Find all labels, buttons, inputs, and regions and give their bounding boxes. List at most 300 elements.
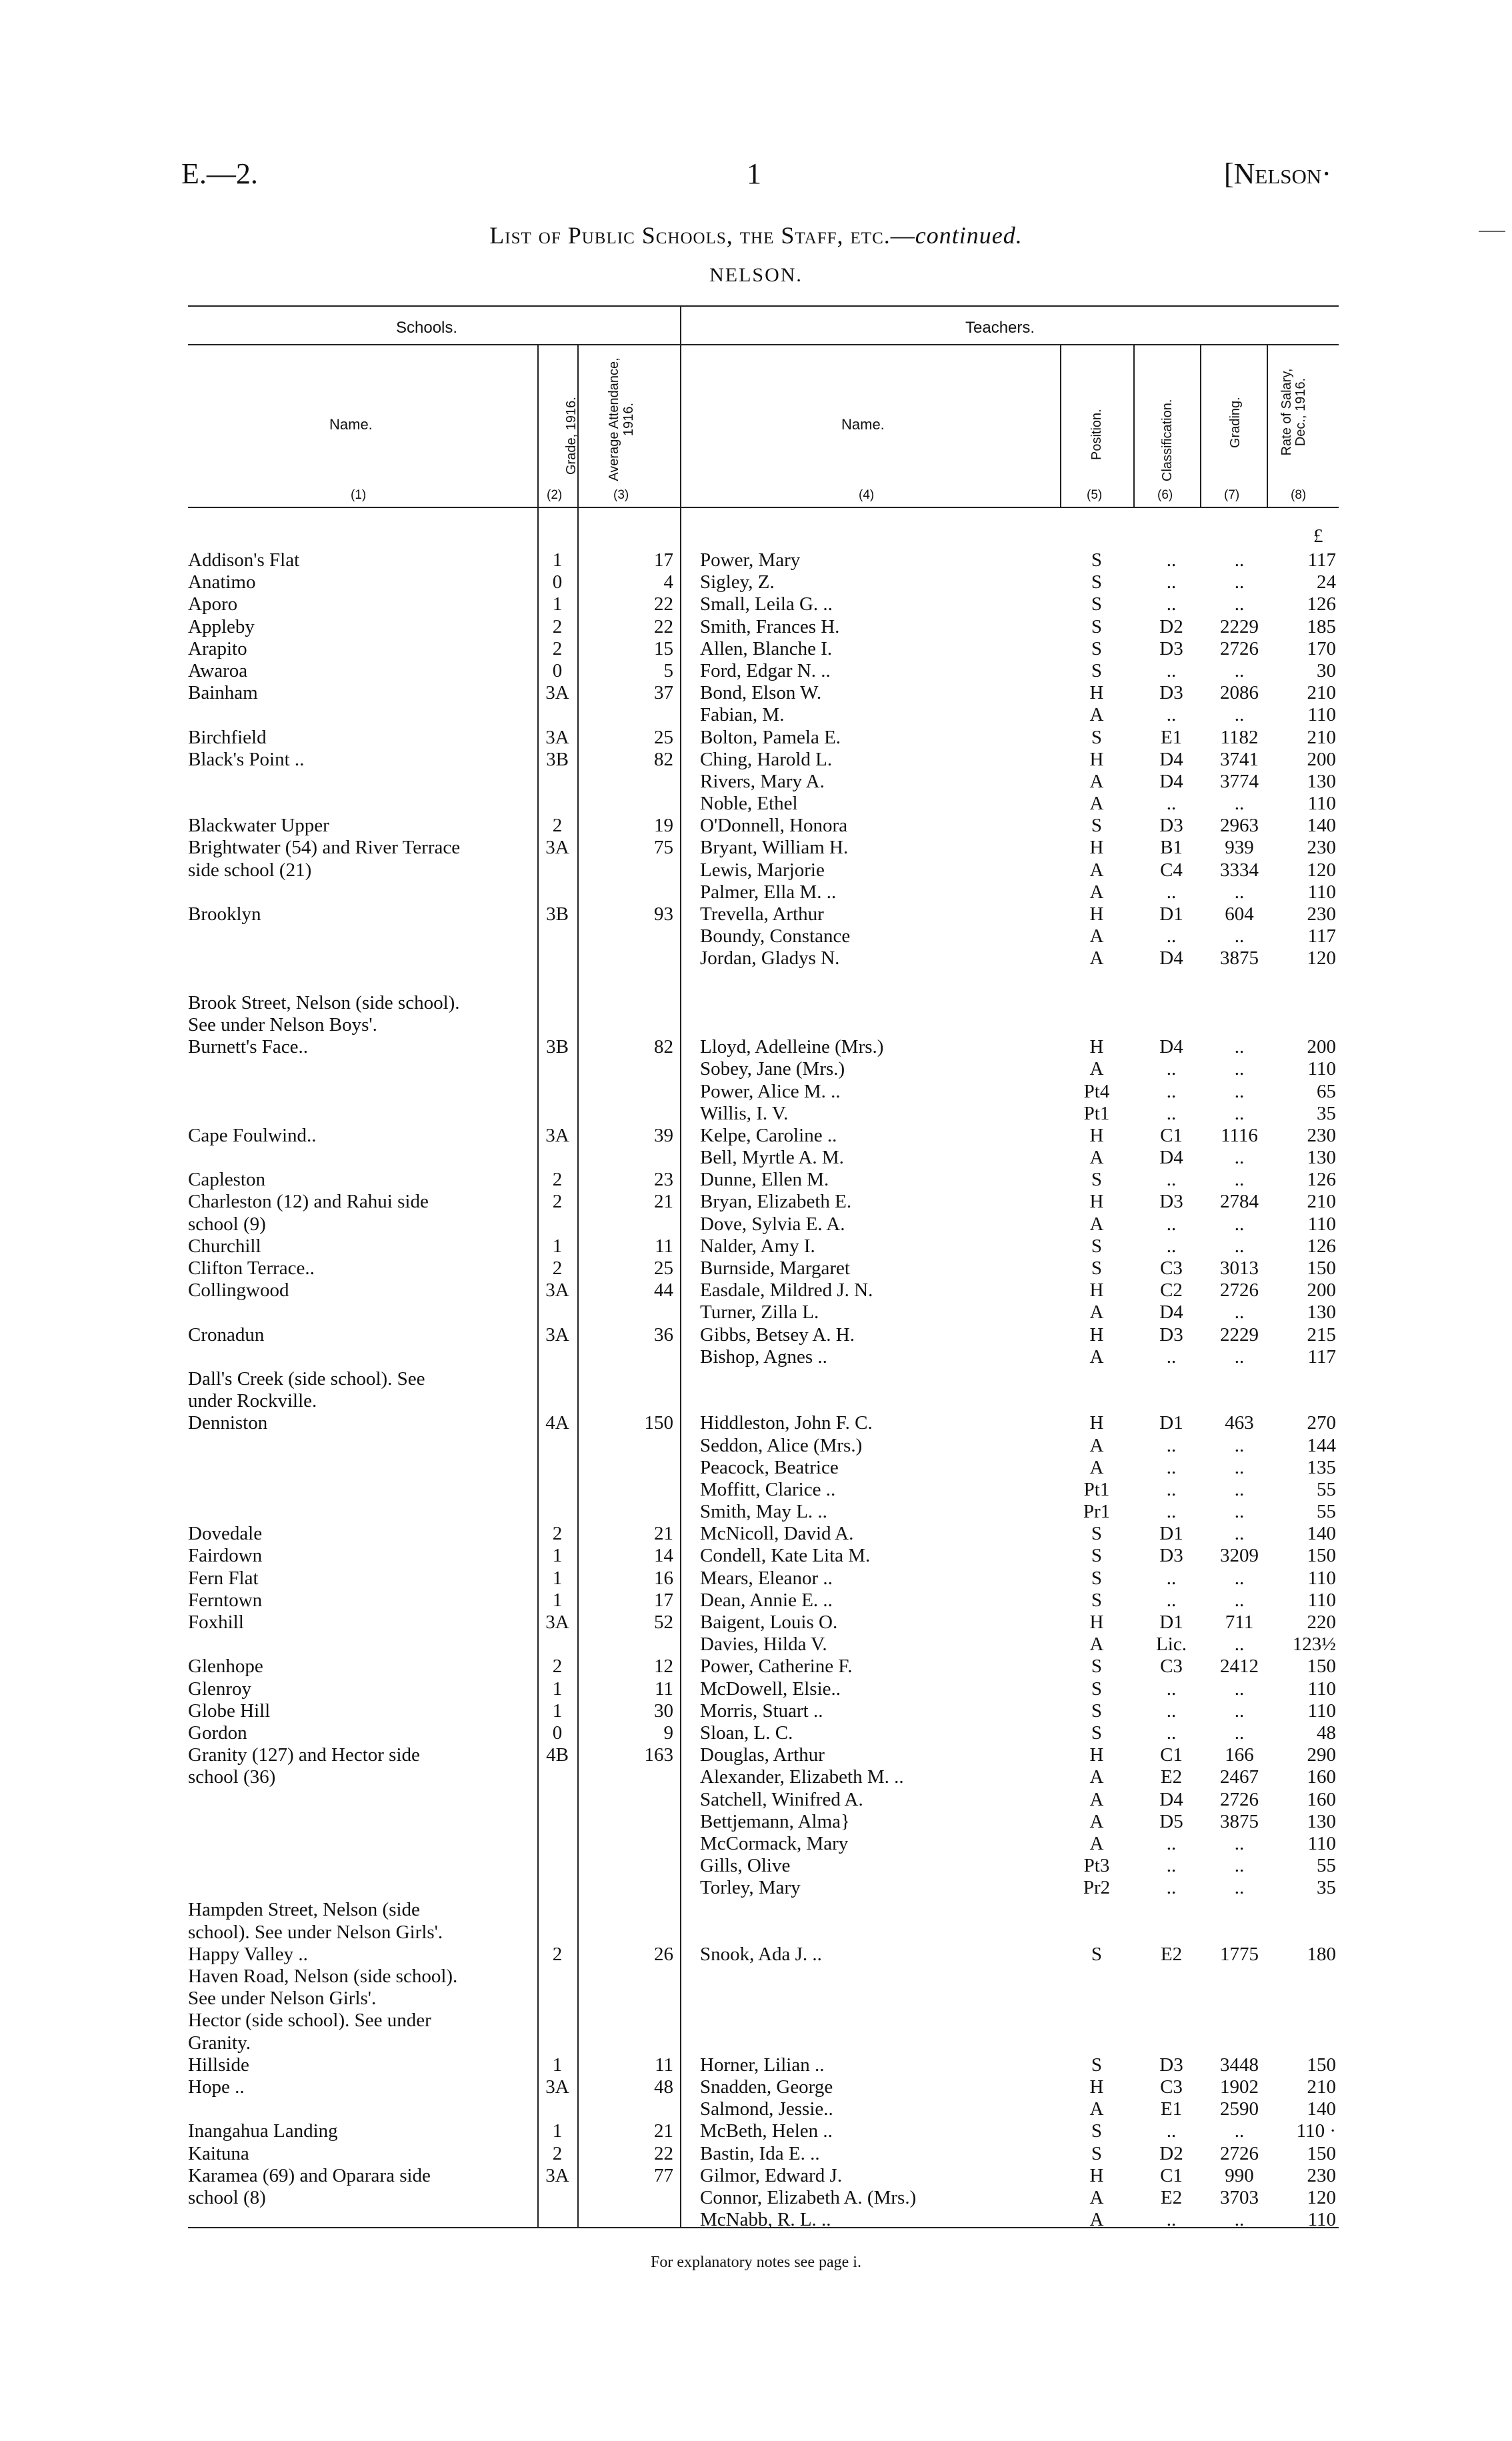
position: H xyxy=(1089,903,1104,925)
classification: E2 xyxy=(1160,2186,1183,2208)
col-divider-salary xyxy=(1267,344,1268,507)
teacher-name: Gills, Olive xyxy=(700,1855,791,1877)
attendance: 21 xyxy=(654,2120,673,2142)
teacher-name: Ching, Harold L. xyxy=(700,748,833,770)
salary: 130 xyxy=(1307,1302,1336,1324)
teacher-name: Jordan, Gladys N. xyxy=(700,947,840,969)
classification: .. xyxy=(1166,593,1177,615)
teacher-name: Nalder, Amy I. xyxy=(700,1235,815,1257)
salary: 55 xyxy=(1317,1478,1336,1500)
teacher-name: Trevella, Arthur xyxy=(700,903,824,925)
attendance: 30 xyxy=(654,1700,673,1722)
table-row xyxy=(0,1744,1512,1766)
grade: 3A xyxy=(545,1124,569,1146)
classification: .. xyxy=(1166,1589,1177,1611)
classification: .. xyxy=(1166,1501,1177,1523)
attendance: 17 xyxy=(654,549,673,571)
grading: 2229 xyxy=(1220,615,1259,637)
salary: 230 xyxy=(1307,837,1336,859)
position: A xyxy=(1089,1058,1104,1080)
grading: .. xyxy=(1234,1169,1245,1191)
grading: 166 xyxy=(1225,1744,1254,1766)
grading: 3334 xyxy=(1220,859,1259,881)
school-name: Cape Foulwind.. xyxy=(188,1124,317,1146)
table-row xyxy=(0,815,1512,837)
grading: .. xyxy=(1234,881,1245,903)
grading: 3774 xyxy=(1220,770,1259,792)
teacher-name: Turner, Zilla L. xyxy=(700,1302,819,1324)
teacher-name: Kelpe, Caroline .. xyxy=(700,1124,837,1146)
school-name: school (9) xyxy=(188,1213,266,1235)
grade: 2 xyxy=(552,1943,563,1965)
position: H xyxy=(1089,1744,1104,1766)
grade: 4A xyxy=(545,1412,569,1434)
school-name: Hector (side school). See under xyxy=(188,2010,431,2032)
position: H xyxy=(1089,837,1104,859)
school-name: Brooklyn xyxy=(188,903,261,925)
classification: D1 xyxy=(1159,1612,1183,1633)
salary: 220 xyxy=(1307,1612,1336,1633)
school-name: school (36) xyxy=(188,1766,276,1788)
teacher-name: Fabian, M. xyxy=(700,704,785,726)
salary: 150 xyxy=(1307,1656,1336,1678)
col-divider-grading xyxy=(1200,344,1201,507)
classification: D4 xyxy=(1159,1036,1183,1058)
col-number-1: (1) xyxy=(351,488,367,502)
salary: 117 xyxy=(1307,925,1336,947)
school-name: Arapito xyxy=(188,637,247,659)
position: S xyxy=(1091,1567,1103,1589)
grading: .. xyxy=(1234,2209,1245,2231)
position: A xyxy=(1089,1810,1104,1832)
grading: 2467 xyxy=(1220,1766,1259,1788)
salary: 123½ xyxy=(1292,1634,1336,1656)
table-row xyxy=(0,1412,1512,1434)
attendance: 5 xyxy=(663,659,673,681)
position: S xyxy=(1091,2054,1103,2076)
position: S xyxy=(1091,571,1103,593)
grading: 2590 xyxy=(1220,2098,1259,2120)
school-name: Fairdown xyxy=(188,1545,263,1567)
grade: 1 xyxy=(552,1589,563,1611)
salary: 110 xyxy=(1307,881,1336,903)
col-number-5: (5) xyxy=(1087,488,1103,502)
table-row xyxy=(0,1081,1512,1103)
grading: .. xyxy=(1234,1855,1245,1877)
classification: B1 xyxy=(1160,837,1183,859)
school-name: Black's Point .. xyxy=(188,748,305,770)
grading: .. xyxy=(1234,1589,1245,1611)
teacher-name: McCormack, Mary xyxy=(700,1832,849,1854)
teacher-name: Satchell, Winifred A. xyxy=(700,1788,863,1810)
grade: 2 xyxy=(552,1258,563,1279)
attendance: 11 xyxy=(655,2054,673,2076)
col-number-2: (2) xyxy=(547,488,563,502)
grading: 1902 xyxy=(1220,2076,1259,2098)
school-name: Churchill xyxy=(188,1235,261,1257)
table-row xyxy=(0,1634,1512,1656)
teacher-name: Rivers, Mary A. xyxy=(700,770,825,792)
salary: 130 xyxy=(1307,1147,1336,1169)
table-row xyxy=(0,1899,1512,1921)
grading: .. xyxy=(1234,1080,1245,1102)
classification: .. xyxy=(1166,1855,1177,1877)
classification: D3 xyxy=(1159,2054,1183,2076)
classification: D4 xyxy=(1159,1302,1183,1324)
teacher-name: Power, Catherine F. xyxy=(700,1656,853,1678)
school-name: Gordon xyxy=(188,1722,247,1744)
title-main: List of Public Schools, the Staff, etc.— xyxy=(489,222,915,249)
col-school-name: Name. xyxy=(329,416,373,433)
col-number-6: (6) xyxy=(1157,488,1173,502)
school-name: Dovedale xyxy=(188,1523,263,1545)
salary: 55 xyxy=(1317,1855,1336,1877)
grade: 2 xyxy=(552,1523,563,1545)
table-row xyxy=(0,970,1512,992)
grade: 3B xyxy=(546,903,569,925)
classification: .. xyxy=(1166,2120,1177,2142)
grade: 1 xyxy=(552,1567,563,1589)
table-row xyxy=(0,1789,1512,1811)
school-name: See under Nelson Boys'. xyxy=(188,1013,377,1035)
teacher-name: Sloan, L. C. xyxy=(700,1722,793,1744)
salary: 200 xyxy=(1307,1280,1336,1302)
teacher-name: McNicoll, David A. xyxy=(700,1523,854,1545)
salary: 130 xyxy=(1307,770,1336,792)
teacher-name: Hiddleston, John F. C. xyxy=(700,1412,873,1434)
teacher-name: Gibbs, Betsey A. H. xyxy=(700,1324,855,1346)
table-row xyxy=(0,2054,1512,2076)
school-name: under Rockville. xyxy=(188,1390,317,1412)
table-row xyxy=(0,1568,1512,1590)
grade: 2 xyxy=(552,815,563,837)
position: H xyxy=(1089,2076,1104,2098)
teacher-name: Davies, Hilda V. xyxy=(700,1634,827,1656)
attendance: 22 xyxy=(654,593,673,615)
school-name: Globe Hill xyxy=(188,1700,271,1722)
grade: 3A xyxy=(545,2076,569,2098)
table-row xyxy=(0,1014,1512,1036)
position: A xyxy=(1089,1147,1104,1169)
salary: 110 xyxy=(1307,1589,1336,1611)
position: A xyxy=(1089,2186,1104,2208)
table-row xyxy=(0,1302,1512,1324)
teacher-name: O'Donnell, Honora xyxy=(700,815,848,837)
table-row xyxy=(0,1700,1512,1722)
salary: 65 xyxy=(1317,1080,1336,1102)
table-row xyxy=(0,925,1512,947)
grading: .. xyxy=(1234,593,1245,615)
table-row xyxy=(0,571,1512,593)
classification: D4 xyxy=(1159,1788,1183,1810)
position: H xyxy=(1089,1124,1104,1146)
salary: 110 · xyxy=(1296,2120,1336,2142)
table-row xyxy=(0,1966,1512,1988)
position: S xyxy=(1091,1169,1103,1191)
grade: 0 xyxy=(552,659,563,681)
attendance: 82 xyxy=(654,1036,673,1058)
col-grading: Grading. xyxy=(1228,397,1243,448)
grading: .. xyxy=(1234,1832,1245,1854)
salary: 110 xyxy=(1307,793,1336,815)
salary: 200 xyxy=(1307,1036,1336,1058)
grading: 2784 xyxy=(1220,1191,1259,1213)
page-title xyxy=(0,221,1512,249)
classification: .. xyxy=(1166,1235,1177,1257)
salary: 110 xyxy=(1307,1213,1336,1235)
grading: .. xyxy=(1234,1434,1245,1456)
salary: 110 xyxy=(1307,1678,1336,1700)
classification: C3 xyxy=(1160,2076,1183,2098)
school-name: See under Nelson Girls'. xyxy=(188,1988,377,2010)
table-row xyxy=(0,1236,1512,1258)
attendance: 16 xyxy=(654,1567,673,1589)
grading: .. xyxy=(1234,1678,1245,1700)
classification: D4 xyxy=(1159,1147,1183,1169)
classification: .. xyxy=(1166,1722,1177,1744)
school-name: Awaroa xyxy=(188,659,248,681)
grading: .. xyxy=(1234,1102,1245,1124)
classification: .. xyxy=(1166,1346,1177,1368)
classification: .. xyxy=(1166,925,1177,947)
grading: 990 xyxy=(1225,2164,1254,2186)
school-name: Fern Flat xyxy=(188,1567,259,1589)
teacher-name: Noble, Ethel xyxy=(700,793,798,815)
header-right: [Nelson· xyxy=(1224,157,1331,190)
table-row xyxy=(0,1545,1512,1567)
grading: 3741 xyxy=(1220,748,1259,770)
grade: 1 xyxy=(552,1700,563,1722)
table-row xyxy=(0,2076,1512,2098)
grade: 4B xyxy=(546,1744,569,1766)
classification: Lic. xyxy=(1156,1634,1187,1656)
classification: .. xyxy=(1166,1456,1177,1478)
footer-note: For explanatory notes see page i. xyxy=(651,2254,861,2271)
school-name: Kaituna xyxy=(188,2142,249,2164)
table-row xyxy=(0,1258,1512,1280)
grading: .. xyxy=(1234,1036,1245,1058)
classification: D2 xyxy=(1159,615,1183,637)
position: S xyxy=(1091,1235,1103,1257)
grade: 3B xyxy=(546,748,569,770)
position: H xyxy=(1089,682,1104,704)
table-row xyxy=(0,593,1512,615)
position: S xyxy=(1091,2142,1103,2164)
position: A xyxy=(1089,1832,1104,1854)
position: Pr1 xyxy=(1083,1501,1111,1523)
grading: 3013 xyxy=(1220,1258,1259,1279)
salary: 210 xyxy=(1307,726,1336,748)
grading: 2726 xyxy=(1220,2142,1259,2164)
classification: .. xyxy=(1166,1567,1177,1589)
col-position: Position. xyxy=(1089,409,1104,460)
salary: 55 xyxy=(1317,1501,1336,1523)
col-grade: Grade, 1916. xyxy=(564,397,579,475)
attendance: 4 xyxy=(663,571,673,593)
table-row xyxy=(0,749,1512,771)
table-row xyxy=(0,2143,1512,2165)
attendance: 9 xyxy=(663,1722,673,1744)
school-name: Hampden Street, Nelson (side xyxy=(188,1899,420,1921)
title-italic: continued. xyxy=(915,222,1023,249)
school-name: Ferntown xyxy=(188,1589,263,1611)
attendance: 22 xyxy=(654,615,673,637)
table-row xyxy=(0,2165,1512,2187)
position: S xyxy=(1091,1545,1103,1567)
grading: 2229 xyxy=(1220,1324,1259,1346)
attendance: 15 xyxy=(654,637,673,659)
school-name: Karamea (69) and Oparara side xyxy=(188,2164,431,2186)
classification: C1 xyxy=(1160,1744,1183,1766)
classification: D1 xyxy=(1159,903,1183,925)
teacher-name: Lloyd, Adelleine (Mrs.) xyxy=(700,1036,884,1058)
attendance: 19 xyxy=(654,815,673,837)
teacher-name: Alexander, Elizabeth M. .. xyxy=(700,1766,904,1788)
salary: 215 xyxy=(1307,1324,1336,1346)
position: A xyxy=(1089,881,1104,903)
table-row xyxy=(0,1766,1512,1788)
position: Pr2 xyxy=(1083,1877,1111,1899)
teacher-name: McBeth, Helen .. xyxy=(700,2120,833,2142)
salary: 160 xyxy=(1307,1788,1336,1810)
grading: 2726 xyxy=(1220,637,1259,659)
classification: .. xyxy=(1166,1877,1177,1899)
classification: .. xyxy=(1166,1080,1177,1102)
teacher-name: McDowell, Elsie.. xyxy=(700,1678,841,1700)
table-row xyxy=(0,903,1512,925)
classification: .. xyxy=(1166,704,1177,726)
table-row xyxy=(0,1811,1512,1833)
position: S xyxy=(1091,549,1103,571)
table-row xyxy=(0,1501,1512,1523)
school-name: Aporo xyxy=(188,593,238,615)
salary: 140 xyxy=(1307,815,1336,837)
teacher-name: Burnside, Margaret xyxy=(700,1258,850,1279)
table-row xyxy=(0,1457,1512,1479)
grading: .. xyxy=(1234,1634,1245,1656)
position: Pt1 xyxy=(1083,1478,1110,1500)
position: S xyxy=(1091,726,1103,748)
table-row xyxy=(0,2010,1512,2032)
grading: 2963 xyxy=(1220,815,1259,837)
table-row xyxy=(0,1058,1512,1080)
school-name: Blackwater Upper xyxy=(188,815,329,837)
grading: .. xyxy=(1234,1346,1245,1368)
school-name: Haven Road, Nelson (side school). xyxy=(188,1966,458,1987)
col-number-8: (8) xyxy=(1291,488,1307,502)
classification: D3 xyxy=(1159,637,1183,659)
grade: 3B xyxy=(546,1036,569,1058)
school-name: Glenhope xyxy=(188,1656,263,1678)
position: A xyxy=(1089,859,1104,881)
table-body xyxy=(0,533,1512,2231)
grade: 1 xyxy=(552,593,563,615)
position: A xyxy=(1089,2098,1104,2120)
classification: .. xyxy=(1166,1058,1177,1080)
classification: D3 xyxy=(1159,1324,1183,1346)
table-row xyxy=(0,2209,1512,2231)
attendance: 26 xyxy=(654,1943,673,1965)
grading: 604 xyxy=(1225,903,1254,925)
grading: 1116 xyxy=(1221,1124,1258,1146)
salary: 150 xyxy=(1307,2054,1336,2076)
grading: 3875 xyxy=(1220,947,1259,969)
table-row xyxy=(0,1191,1512,1213)
grade: 1 xyxy=(552,549,563,571)
grading: .. xyxy=(1234,1567,1245,1589)
grade: 1 xyxy=(552,2054,563,2076)
attendance: 39 xyxy=(654,1124,673,1146)
salary: 120 xyxy=(1307,2186,1336,2208)
classification: .. xyxy=(1166,1678,1177,1700)
school-name: school (8) xyxy=(188,2186,266,2208)
teacher-name: Power, Alice M. .. xyxy=(700,1080,841,1102)
classification: C3 xyxy=(1160,1258,1183,1279)
teacher-name: Palmer, Ella M. .. xyxy=(700,881,837,903)
grading: .. xyxy=(1234,571,1245,593)
salary: 135 xyxy=(1307,1456,1336,1478)
attendance: 11 xyxy=(655,1235,673,1257)
grading: 2086 xyxy=(1220,682,1259,704)
salary: 30 xyxy=(1317,659,1336,681)
table-row xyxy=(0,1833,1512,1855)
classification: D4 xyxy=(1159,770,1183,792)
salary: 185 xyxy=(1307,615,1336,637)
grading: .. xyxy=(1234,1456,1245,1478)
grade: 2 xyxy=(552,1656,563,1678)
grading: .. xyxy=(1234,1147,1245,1169)
salary: 230 xyxy=(1307,903,1336,925)
salary: 130 xyxy=(1307,1810,1336,1832)
attendance: 11 xyxy=(655,1678,673,1700)
attendance: 12 xyxy=(654,1656,673,1678)
attendance: 14 xyxy=(654,1545,673,1567)
school-name: Charleston (12) and Rahui side xyxy=(188,1191,429,1213)
grade: 3A xyxy=(545,1280,569,1302)
salary: 24 xyxy=(1317,571,1336,593)
classification: .. xyxy=(1166,571,1177,593)
table-row xyxy=(0,727,1512,749)
table-row xyxy=(0,2032,1512,2054)
school-name: Addison's Flat xyxy=(188,549,300,571)
grade: 2 xyxy=(552,615,563,637)
position: H xyxy=(1089,1036,1104,1058)
attendance: 25 xyxy=(654,1258,673,1279)
position: S xyxy=(1091,637,1103,659)
salary: 117 xyxy=(1307,1346,1336,1368)
teacher-name: Bell, Myrtle A. M. xyxy=(700,1147,844,1169)
classification: C4 xyxy=(1160,859,1183,881)
grade: 2 xyxy=(552,637,563,659)
teacher-name: Snadden, George xyxy=(700,2076,833,2098)
position: A xyxy=(1089,925,1104,947)
teacher-name: Snook, Ada J. .. xyxy=(700,1943,822,1965)
table-row xyxy=(0,638,1512,660)
col-attendance: Average Attendance, 1916. xyxy=(607,357,636,481)
col-classification: Classification. xyxy=(1160,399,1175,481)
grade: 3A xyxy=(545,2164,569,2186)
position: H xyxy=(1089,2164,1104,2186)
position: S xyxy=(1091,1943,1103,1965)
attendance: 82 xyxy=(654,748,673,770)
grading: 2726 xyxy=(1220,1280,1259,1302)
salary: 210 xyxy=(1307,682,1336,704)
school-name: Happy Valley .. xyxy=(188,1943,308,1965)
classification: .. xyxy=(1166,1102,1177,1124)
teacher-name: Sobey, Jane (Mrs.) xyxy=(700,1058,845,1080)
teacher-name: Dean, Annie E. .. xyxy=(700,1589,833,1611)
school-name: school). See under Nelson Girls'. xyxy=(188,1921,443,1943)
